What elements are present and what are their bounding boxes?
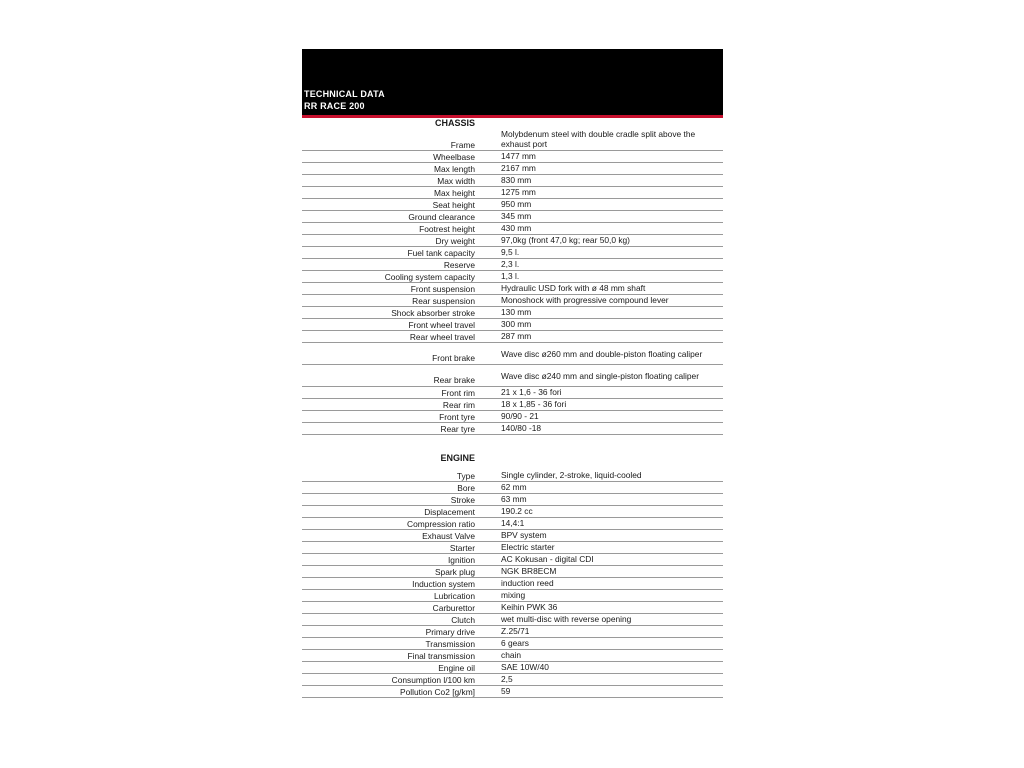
spec-value: Electric starter <box>501 542 555 552</box>
spec-label: Starter <box>449 543 475 553</box>
spec-value: 63 mm <box>501 494 527 504</box>
spec-value: 950 mm <box>501 199 532 209</box>
table-row <box>302 247 723 259</box>
spec-value: 90/90 - 21 <box>501 411 539 421</box>
spec-value: 430 mm <box>501 223 532 233</box>
table-row <box>302 482 723 494</box>
spec-value: mixing <box>501 590 526 600</box>
spec-label: Front brake <box>432 353 475 363</box>
table-row <box>302 686 723 698</box>
header-band <box>302 49 723 118</box>
spec-label: Pollution Co2 [g/km] <box>400 687 475 697</box>
spec-value: 130 mm <box>501 307 532 317</box>
table-row <box>302 614 723 626</box>
spec-value: 59 <box>501 686 511 696</box>
spec-label: Primary drive <box>425 627 475 637</box>
table-row <box>302 187 723 199</box>
spec-label: Max width <box>437 176 475 186</box>
table-row <box>302 365 723 387</box>
spec-value: 1275 mm <box>501 187 536 197</box>
spec-value: Z.25/71 <box>501 626 530 636</box>
spec-value: Wave disc ø260 mm and double-piston floating caliper <box>501 348 703 359</box>
table-row <box>302 295 723 307</box>
spec-value: 190.2 cc <box>501 506 533 516</box>
table-row <box>302 590 723 602</box>
spec-value: AC Kokusan - digital CDI <box>501 554 594 564</box>
table-row <box>302 235 723 247</box>
spec-value: 1477 mm <box>501 151 536 161</box>
spec-label: Fuel tank capacity <box>407 248 475 258</box>
table-row <box>302 307 723 319</box>
spec-label: Type <box>456 471 475 481</box>
spec-value: BPV system <box>501 530 547 540</box>
table-row <box>302 271 723 283</box>
spec-value: 62 mm <box>501 482 527 492</box>
spec-label: Front wheel travel <box>408 320 475 330</box>
spec-value: 140/80 -18 <box>501 423 542 433</box>
spec-label: Ignition <box>447 555 475 565</box>
spec-label: Frame <box>450 140 475 150</box>
table-row <box>302 626 723 638</box>
table-row <box>302 319 723 331</box>
spec-label: Rear tyre <box>440 424 475 434</box>
table-row <box>302 518 723 530</box>
spec-value: 2167 mm <box>501 163 536 173</box>
spec-label: Rear brake <box>433 375 475 385</box>
engine-table <box>302 470 723 698</box>
section-gap <box>302 435 723 453</box>
spec-label: Cooling system capacity <box>384 272 475 282</box>
table-row <box>302 129 723 151</box>
spec-value: 9,5 l. <box>501 247 520 257</box>
spec-value: induction reed <box>501 578 554 588</box>
table-row <box>302 163 723 175</box>
table-row <box>302 602 723 614</box>
spec-label: Engine oil <box>438 663 475 673</box>
spec-label: Stroke <box>450 495 475 505</box>
spec-label: Final transmission <box>407 651 475 661</box>
spec-value: 18 x 1,85 - 36 fori <box>501 399 567 409</box>
spec-value: Molybdenum steel with double cradle split above the exhaust port <box>501 129 696 149</box>
spec-label: Wheelbase <box>433 152 475 162</box>
spec-label: Dry weight <box>435 236 475 246</box>
spec-value: 830 mm <box>501 175 532 185</box>
spec-label: Rear suspension <box>412 296 475 306</box>
table-row <box>302 387 723 399</box>
spec-value: 97,0kg (front 47,0 kg; rear 50,0 kg) <box>501 235 630 245</box>
table-row <box>302 411 723 423</box>
table-row <box>302 470 723 482</box>
table-row <box>302 566 723 578</box>
spec-value: 6 gears <box>501 638 529 648</box>
table-row <box>302 662 723 674</box>
spec-value: NGK BR8ECM <box>501 566 557 576</box>
spec-label: Lubrication <box>434 591 475 601</box>
table-row <box>302 494 723 506</box>
table-row <box>302 674 723 686</box>
spec-value: 345 mm <box>501 211 532 221</box>
spec-label: Spark plug <box>434 567 475 577</box>
spec-label: Front suspension <box>410 284 475 294</box>
spec-value: 2,3 l. <box>501 259 520 269</box>
spec-label: Compression ratio <box>407 519 475 529</box>
spec-label: Carburettor <box>432 603 475 613</box>
chassis-table <box>302 129 723 435</box>
spec-label: Max length <box>434 164 475 174</box>
table-row <box>302 554 723 566</box>
table-row <box>302 638 723 650</box>
table-row <box>302 399 723 411</box>
table-row <box>302 259 723 271</box>
spec-label: Ground clearance <box>408 212 475 222</box>
table-row <box>302 283 723 295</box>
spec-label: Displacement <box>424 507 475 517</box>
table-row <box>302 506 723 518</box>
spec-label: Rear rim <box>442 400 475 410</box>
spec-value: 14,4:1 <box>501 518 525 528</box>
doc-title: TECHNICAL DATA <box>304 89 385 99</box>
spec-sheet <box>302 49 723 698</box>
table-row <box>302 650 723 662</box>
spec-label: Clutch <box>451 615 475 625</box>
table-row <box>302 343 723 365</box>
table-row <box>302 151 723 163</box>
spec-label: Induction system <box>412 579 475 589</box>
chassis-section-title: CHASSIS <box>434 118 475 128</box>
spec-value: Keihin PWK 36 <box>501 602 558 612</box>
table-row <box>302 175 723 187</box>
table-row <box>302 199 723 211</box>
table-row <box>302 211 723 223</box>
spec-label: Transmission <box>425 639 475 649</box>
table-row <box>302 331 723 343</box>
spec-value: wet multi-disc with reverse opening <box>501 614 632 624</box>
spec-label: Bore <box>457 483 475 493</box>
table-row <box>302 423 723 435</box>
spec-label: Rear wheel travel <box>409 332 475 342</box>
engine-section-title: ENGINE <box>440 453 475 463</box>
spec-label: Seat height <box>432 200 475 210</box>
table-row <box>302 530 723 542</box>
spec-value: 1,3 l. <box>501 271 520 281</box>
spec-value: Single cylinder, 2-stroke, liquid-cooled <box>501 470 642 480</box>
spec-label: Max height <box>434 188 475 198</box>
spec-label: Front tyre <box>439 412 475 422</box>
spec-value: 2,5 <box>501 674 513 684</box>
spec-value: Monoshock with progressive compound lever <box>501 295 669 305</box>
table-row <box>302 542 723 554</box>
spec-value: Wave disc ø240 mm and single-piston floating caliper <box>501 370 699 381</box>
table-row <box>302 223 723 235</box>
spec-value: 287 mm <box>501 331 532 341</box>
spec-label: Consumption l/100 km <box>391 675 475 685</box>
spec-value: 300 mm <box>501 319 532 329</box>
table-row <box>302 578 723 590</box>
spec-value: SAE 10W/40 <box>501 662 549 672</box>
spec-value: Hydraulic USD fork with ø 48 mm shaft <box>501 283 646 293</box>
spec-value: chain <box>501 650 522 660</box>
spec-value: 21 x 1,6 - 36 fori <box>501 387 562 397</box>
spec-label: Front rim <box>441 388 475 398</box>
spec-label: Exhaust Valve <box>422 531 475 541</box>
spec-label: Reserve <box>443 260 475 270</box>
spec-label: Shock absorber stroke <box>391 308 475 318</box>
model-name: RR RACE 200 <box>304 101 365 111</box>
spec-label: Footrest height <box>419 224 475 234</box>
